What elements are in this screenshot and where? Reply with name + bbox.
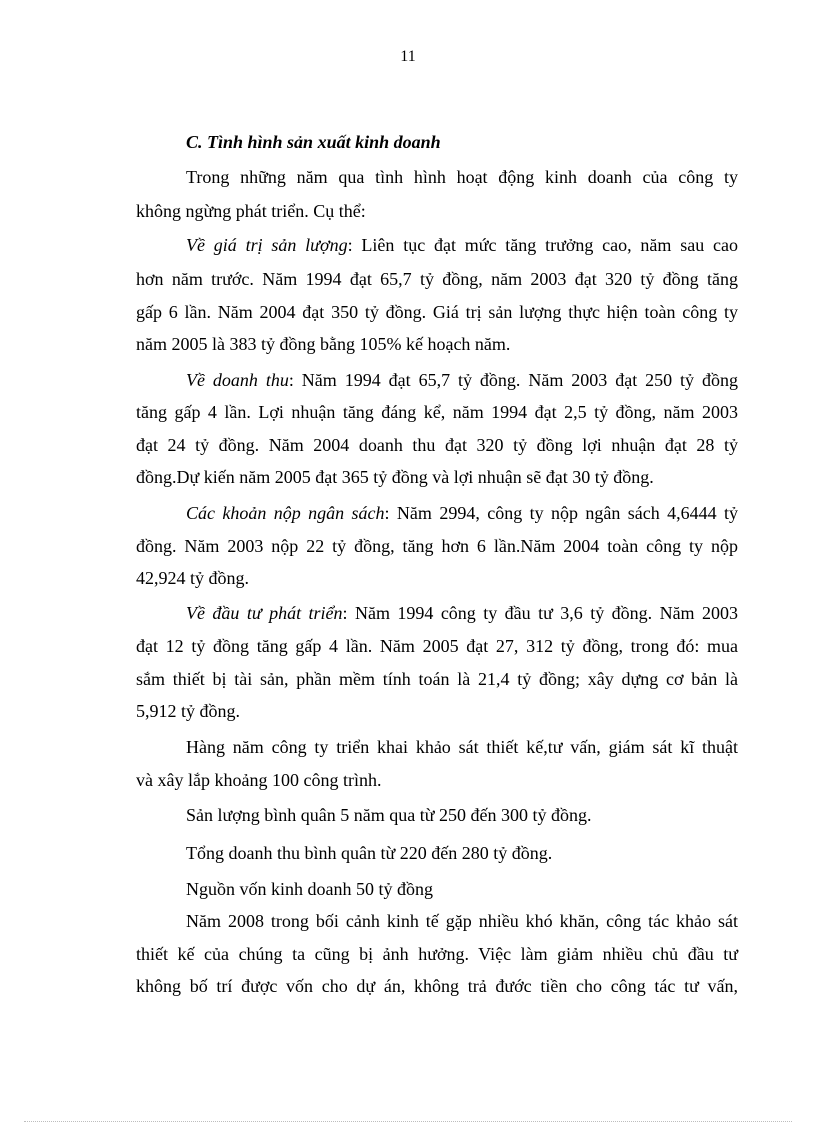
paragraph-2008-line-2: thiết kế của chúng ta cũng bị ảnh hưởng. Việc làm giảm nhiều chủ đầu tư: [136, 944, 738, 964]
paragraph-budget-line-1: Các khoản nộp ngân sách: Năm 2994, công ty nộp ngân sách 4,6444 tỷ: [186, 503, 738, 523]
paragraph-output-line-4: năm 2005 là 383 tỷ đồng bằng 105% kế hoạch năm.: [136, 334, 511, 354]
paragraph-output-line-2: hơn năm trước. Năm 1994 đạt 65,7 tỷ đồng, năm 2003 đạt 320 tỷ đồng tăng: [136, 269, 738, 289]
budget-lead: Các khoản nộp ngân sách: [186, 503, 385, 523]
paragraph-investment-line-2: đạt 12 tỷ đồng tăng gấp 4 lần. Năm 2005 đạt 27, 312 tỷ đồng, trong đó: mua: [136, 636, 738, 656]
paragraph-2008-line-3: không bố trí được vốn cho dự án, không trả đước tiền cho công tác tư vấn,: [136, 976, 738, 996]
paragraph-revenue-line-4: đồng.Dự kiến năm 2005 đạt 365 tỷ đồng và lợi nhuận sẽ đạt 30 tỷ đồng.: [136, 467, 654, 487]
paragraph-revenue-line-3: đạt 24 tỷ đồng. Năm 2004 doanh thu đạt 320 tỷ đồng lợi nhuận đạt 28 tỷ: [136, 435, 738, 455]
paragraph-investment-line-4: 5,912 tỷ đồng.: [136, 701, 241, 721]
paragraph-budget-line-2: đồng. Năm 2003 nộp 22 tỷ đồng, tăng hơn 6 lần.Năm 2004 toàn công ty nộp: [136, 536, 738, 556]
paragraph-projects-line-1: Hàng năm công ty triển khai khảo sát thiết kế,tư vấn, giám sát kĩ thuật: [186, 737, 738, 757]
footer-dotted-rule: [24, 1121, 792, 1122]
paragraph-average-output: Sản lượng bình quân 5 năm qua từ 250 đến 300 tỷ đồng.: [186, 805, 592, 825]
paragraph-output-line-3: gấp 6 lần. Năm 2004 đạt 350 tỷ đồng. Giá trị sản lượng thực hiện toàn công ty: [136, 302, 738, 322]
paragraph-intro-line-2: không ngừng phát triển. Cụ thể:: [136, 201, 366, 221]
paragraph-revenue-line-2: tăng gấp 4 lần. Lợi nhuận tăng đáng kể, năm 1994 đạt 2,5 tỷ đồng, năm 2003: [136, 402, 738, 422]
paragraph-2008-line-1: Năm 2008 trong bối cảnh kinh tế gặp nhiều khó khăn, công tác khảo sát: [186, 911, 738, 931]
paragraph-revenue-line-1: Về doanh thu: Năm 1994 đạt 65,7 tỷ đồng. Năm 2003 đạt 250 tỷ đồng: [186, 370, 738, 390]
paragraph-intro-line-1: Trong những năm qua tình hình hoạt động kinh doanh của công ty: [186, 167, 738, 187]
section-heading: C. Tình hình sản xuất kinh doanh: [186, 132, 441, 152]
paragraph-projects-line-2: và xây lắp khoảng 100 công trình.: [136, 770, 382, 790]
page-number: 11: [400, 48, 416, 65]
revenue-lead: Về doanh thu: [186, 370, 289, 390]
paragraph-average-revenue: Tổng doanh thu bình quân từ 220 đến 280 tỷ đồng.: [186, 843, 553, 863]
output-lead: Về giá trị sản lượng: [186, 235, 348, 255]
paragraph-budget-line-3: 42,924 tỷ đồng.: [136, 568, 250, 588]
paragraph-investment-line-3: sắm thiết bị tài sản, phần mềm tính toán là 21,4 tỷ đồng; xây dựng cơ bản là: [136, 669, 738, 689]
investment-lead: Về đầu tư phát triển: [186, 603, 343, 623]
paragraph-investment-line-1: Về đầu tư phát triển: Năm 1994 công ty đầu tư 3,6 tỷ đồng. Năm 2003: [186, 603, 738, 623]
paragraph-capital: Nguồn vốn kinh doanh 50 tỷ đồng: [186, 879, 433, 899]
paragraph-output-line-1: Về giá trị sản lượng: Liên tục đạt mức tăng trưởng cao, năm sau cao: [186, 235, 738, 255]
